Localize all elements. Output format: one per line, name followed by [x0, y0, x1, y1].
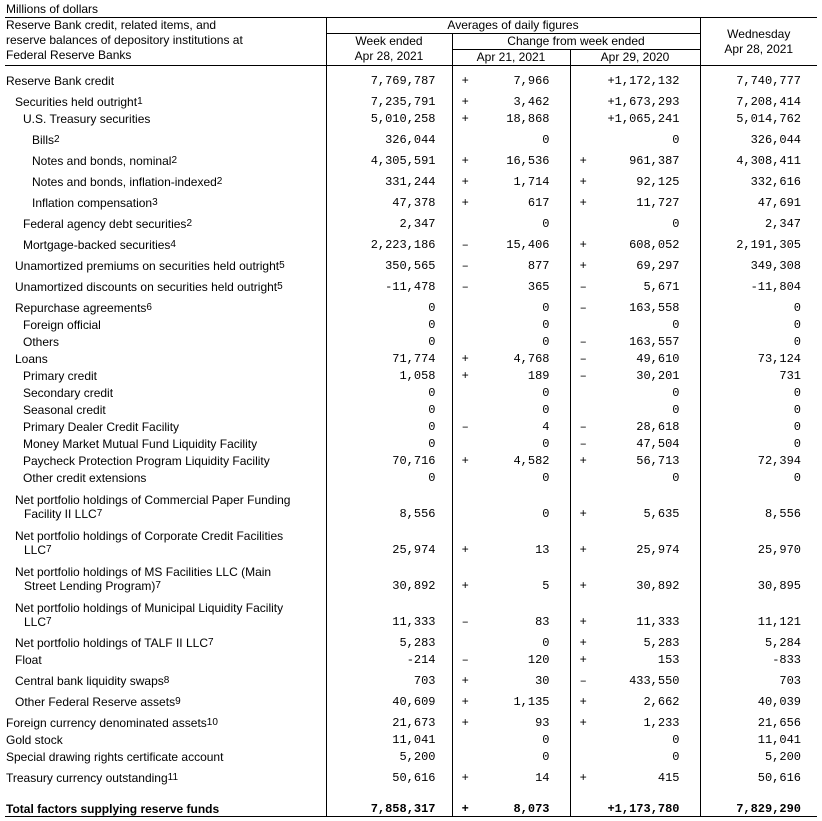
- row-label: Others: [23, 334, 60, 349]
- change-apr29-sign: [570, 730, 596, 747]
- change-apr21-sign: +: [452, 785, 478, 817]
- row-label: Seasonal credit: [23, 402, 106, 417]
- change-col-apr21-header: Apr 21, 2021: [452, 50, 570, 66]
- change-col-apr29-header: Apr 29, 2020: [570, 50, 700, 66]
- wednesday-value: 73,124: [700, 349, 817, 366]
- wednesday-value: 40,039: [700, 688, 817, 709]
- table-row: [5, 747, 817, 764]
- row-label: Net portfolio holdings of TALF II LLC$^7$: [15, 635, 214, 650]
- change-apr29-sign: +: [570, 231, 596, 252]
- change-apr29-value: 2,662: [643, 694, 680, 709]
- change-apr29-sign: [570, 468, 596, 485]
- row-label: Gold stock: [6, 732, 63, 747]
- row-label: Money Market Mutual Fund Liquidity Facility: [23, 436, 258, 451]
- change-apr29-sign: [570, 66, 596, 88]
- row-label: Foreign currency denominated assets$^{10}$: [6, 715, 218, 730]
- change-apr21-value: 0: [542, 334, 550, 349]
- table-row: [5, 688, 817, 709]
- row-label: Mortgage-backed securities$^4$: [23, 237, 176, 252]
- week-ended-value: 703: [326, 667, 452, 688]
- wednesday-value: 5,284: [700, 629, 817, 650]
- table-row: [5, 383, 817, 400]
- change-apr21-value: 93: [535, 715, 550, 730]
- change-apr29-sign: [570, 383, 596, 400]
- table-row: [5, 468, 817, 485]
- row-label: U.S. Treasury securities: [23, 111, 151, 126]
- wednesday-value: -833: [700, 650, 817, 667]
- change-apr21-sign: +: [452, 667, 478, 688]
- change-apr21-value: 617: [527, 195, 550, 210]
- change-apr21-value: 120: [527, 652, 550, 667]
- week-ended-value: 40,609: [326, 688, 452, 709]
- change-apr21-value: 13: [535, 542, 550, 557]
- change-apr21-sign: +: [452, 189, 478, 210]
- week-ended-value: 11,041: [326, 730, 452, 747]
- table-row: [5, 109, 817, 126]
- change-apr29-value: 433,550: [629, 673, 680, 688]
- change-apr29-value: 0: [672, 317, 680, 332]
- change-apr21-sign: +: [452, 709, 478, 730]
- week-ended-value: 0: [326, 383, 452, 400]
- change-apr21-value: 0: [542, 732, 550, 747]
- wednesday-value: 0: [700, 417, 817, 434]
- table-row: [5, 349, 817, 366]
- row-label: Other credit extensions: [23, 470, 147, 485]
- row-label: Paycheck Protection Program Liquidity Facility: [23, 453, 270, 468]
- change-apr29-value: 47,504: [636, 436, 680, 451]
- change-apr29-value: 163,557: [629, 334, 680, 349]
- change-apr29-sign: +: [570, 764, 596, 785]
- row-label: Net portfolio holdings of Corporate Credit Facilities LLC$^7$: [15, 528, 284, 557]
- change-apr29-value: 5,635: [643, 506, 680, 521]
- wednesday-value: 72,394: [700, 451, 817, 468]
- row-label: Primary Dealer Credit Facility: [23, 419, 180, 434]
- change-apr29-sign: +: [570, 629, 596, 650]
- table-row: [5, 332, 817, 349]
- wednesday-value: 25,970: [700, 521, 817, 557]
- change-apr21-value: 4,582: [513, 453, 550, 468]
- change-apr21-sign: [452, 747, 478, 764]
- week-ended-value: 0: [326, 417, 452, 434]
- change-apr29-sign: –: [570, 332, 596, 349]
- change-apr21-sign: +: [452, 88, 478, 109]
- week-ended-value: 5,200: [326, 747, 452, 764]
- wednesday-value: 7,829,290: [700, 785, 817, 817]
- week-ended-value: 47,378: [326, 189, 452, 210]
- change-apr21-sign: +: [452, 349, 478, 366]
- change-apr29-sign: +: [570, 688, 596, 709]
- week-ended-value: 326,044: [326, 126, 452, 147]
- change-apr21-value: 14: [535, 770, 550, 785]
- change-apr21-sign: +: [452, 451, 478, 468]
- wednesday-value: 21,656: [700, 709, 817, 730]
- change-apr29-sign: –: [570, 366, 596, 383]
- row-label: Unamortized premiums on securities held outright$^5$: [15, 258, 285, 273]
- change-apr29-sign: [570, 785, 596, 817]
- change-header: Change from week ended: [452, 34, 700, 50]
- row-label: Notes and bonds, nominal$^2$: [32, 153, 177, 168]
- change-apr21-sign: [452, 629, 478, 650]
- change-apr29-value: 11,333: [636, 614, 680, 629]
- change-apr21-sign: +: [452, 168, 478, 189]
- change-apr29-sign: [570, 109, 596, 126]
- change-apr29-value: 0: [672, 732, 680, 747]
- change-apr29-value: +1,065,241: [607, 111, 680, 126]
- change-apr29-sign: –: [570, 667, 596, 688]
- change-apr29-value: 0: [672, 470, 680, 485]
- week-ended-value: 4,305,591: [326, 147, 452, 168]
- row-label: Loans: [15, 351, 48, 366]
- wednesday-value: 0: [700, 315, 817, 332]
- change-apr29-value: 28,618: [636, 419, 680, 434]
- change-apr21-value: 0: [542, 132, 550, 147]
- wednesday-header: Wednesday Apr 28, 2021: [700, 18, 817, 66]
- table-row: [5, 650, 817, 667]
- table-row: [5, 231, 817, 252]
- table-row: [5, 273, 817, 294]
- wednesday-value: 326,044: [700, 126, 817, 147]
- week-ended-value: -214: [326, 650, 452, 667]
- wednesday-value: 0: [700, 434, 817, 451]
- change-apr29-value: 0: [672, 132, 680, 147]
- change-apr21-sign: [452, 434, 478, 451]
- change-apr21-value: 0: [542, 402, 550, 417]
- change-apr21-sign: +: [452, 66, 478, 88]
- wednesday-value: 5,200: [700, 747, 817, 764]
- row-label: Securities held outright$^1$: [15, 94, 143, 109]
- wednesday-value: 8,556: [700, 485, 817, 521]
- change-apr21-sign: –: [452, 593, 478, 629]
- wednesday-value: 11,041: [700, 730, 817, 747]
- change-apr29-value: 0: [672, 749, 680, 764]
- week-ended-value: 8,556: [326, 485, 452, 521]
- change-apr29-value: +1,173,780: [596, 785, 700, 817]
- change-apr29-sign: –: [570, 434, 596, 451]
- table-row: [5, 417, 817, 434]
- table-row: [5, 521, 817, 557]
- change-apr21-value: 4: [542, 419, 550, 434]
- change-apr21-value: 83: [535, 614, 550, 629]
- table-row: [5, 189, 817, 210]
- change-apr21-sign: +: [452, 521, 478, 557]
- change-apr21-sign: [452, 383, 478, 400]
- table-row: [5, 629, 817, 650]
- wednesday-value: 0: [700, 468, 817, 485]
- change-apr29-sign: +: [570, 451, 596, 468]
- change-apr21-value: 3,462: [513, 94, 550, 109]
- change-apr29-value: 92,125: [636, 174, 680, 189]
- week-ended-value: 0: [326, 332, 452, 349]
- change-apr29-sign: [570, 88, 596, 109]
- change-apr21-sign: –: [452, 417, 478, 434]
- row-label: Special drawing rights certificate account: [6, 749, 224, 764]
- row-label: Reserve Bank credit: [5, 66, 326, 88]
- table-row: [5, 147, 817, 168]
- change-apr21-value: 8,073: [478, 785, 570, 817]
- wednesday-value: 0: [700, 294, 817, 315]
- wednesday-value: 30,895: [700, 557, 817, 593]
- week-ended-value: 0: [326, 400, 452, 417]
- table-row: [5, 66, 817, 88]
- wednesday-value: 731: [700, 366, 817, 383]
- change-apr29-sign: +: [570, 650, 596, 667]
- wednesday-value: 0: [700, 332, 817, 349]
- week-ended-value: 50,616: [326, 764, 452, 785]
- table-row: [5, 252, 817, 273]
- change-apr29-value: 69,297: [636, 258, 680, 273]
- row-label: Total factors supplying reserve funds: [5, 785, 326, 817]
- change-apr21-sign: –: [452, 650, 478, 667]
- change-apr29-sign: [570, 400, 596, 417]
- change-apr21-value: 30: [535, 673, 550, 688]
- table-row: [5, 451, 817, 468]
- change-apr29-sign: –: [570, 273, 596, 294]
- change-apr21-value: 189: [527, 368, 550, 383]
- change-apr21-sign: [452, 468, 478, 485]
- change-apr21-value: 7,966: [478, 66, 570, 88]
- table-row: [5, 126, 817, 147]
- change-apr29-sign: +: [570, 593, 596, 629]
- week-ended-value: 331,244: [326, 168, 452, 189]
- change-apr21-value: 0: [542, 216, 550, 231]
- row-label: Float: [15, 652, 42, 667]
- change-apr21-value: 0: [542, 635, 550, 650]
- change-apr21-sign: +: [452, 147, 478, 168]
- table-row: [5, 210, 817, 231]
- change-apr29-value: 11,727: [636, 195, 680, 210]
- wednesday-value: 349,308: [700, 252, 817, 273]
- week-ended-value: 0: [326, 434, 452, 451]
- change-apr29-sign: +: [570, 252, 596, 273]
- week-ended-value: 1,058: [326, 366, 452, 383]
- week-ended-value: 0: [326, 294, 452, 315]
- change-apr29-sign: [570, 126, 596, 147]
- change-apr21-value: 0: [542, 436, 550, 451]
- week-ended-value: 5,283: [326, 629, 452, 650]
- table-row: [5, 557, 817, 593]
- change-apr21-value: 4,768: [513, 351, 550, 366]
- week-ended-value: 25,974: [326, 521, 452, 557]
- week-ended-value: 21,673: [326, 709, 452, 730]
- row-label: Treasury currency outstanding$^{11}$: [6, 770, 179, 785]
- change-apr29-value: 5,671: [643, 279, 680, 294]
- row-label: Inflation compensation$^3$: [32, 195, 158, 210]
- row-label: Net portfolio holdings of Commercial Paper Funding Facility II LLC$^7$: [15, 492, 291, 521]
- week-ended-value: 7,858,317: [326, 785, 452, 817]
- table-row: [5, 593, 817, 629]
- week-ended-value: 70,716: [326, 451, 452, 468]
- table-row: [5, 294, 817, 315]
- change-apr29-value: 163,558: [629, 300, 680, 315]
- change-apr21-value: 877: [527, 258, 550, 273]
- week-ended-value: 0: [326, 315, 452, 332]
- change-apr29-value: 0: [672, 385, 680, 400]
- week-ended-value: 0: [326, 468, 452, 485]
- row-label: Unamortized discounts on securities held outright$^5$: [15, 279, 283, 294]
- table-row: [5, 709, 817, 730]
- change-apr21-value: 15,406: [506, 237, 550, 252]
- table-row: [5, 88, 817, 109]
- wednesday-value: 2,191,305: [700, 231, 817, 252]
- change-apr29-sign: +: [570, 189, 596, 210]
- change-apr21-value: 0: [542, 506, 550, 521]
- change-apr29-sign: +: [570, 168, 596, 189]
- row-label: Repurchase agreements$^6$: [15, 300, 152, 315]
- table-row: [5, 667, 817, 688]
- row-label: Bills$^2$: [32, 132, 60, 147]
- wednesday-value: 2,347: [700, 210, 817, 231]
- change-apr21-value: 365: [527, 279, 550, 294]
- change-apr21-sign: [452, 315, 478, 332]
- change-apr21-value: 0: [542, 385, 550, 400]
- change-apr21-sign: +: [452, 366, 478, 383]
- row-label: Primary credit: [23, 368, 98, 383]
- change-apr29-value: 608,052: [629, 237, 680, 252]
- table-row: [5, 764, 817, 785]
- change-apr21-value: 16,536: [506, 153, 550, 168]
- table-row: [5, 485, 817, 521]
- week-ended-value: 5,010,258: [326, 109, 452, 126]
- row-label: Notes and bonds, inflation-indexed$^2$: [32, 174, 223, 189]
- row-label: Net portfolio holdings of Municipal Liquidity Facility LLC$^7$: [15, 600, 284, 629]
- wednesday-value: 0: [700, 400, 817, 417]
- change-apr21-sign: [452, 294, 478, 315]
- change-apr21-value: 1,714: [513, 174, 550, 189]
- averages-header: Averages of daily figures: [326, 18, 700, 34]
- wednesday-value: 332,616: [700, 168, 817, 189]
- change-apr29-sign: +: [570, 521, 596, 557]
- change-apr29-sign: +: [570, 485, 596, 521]
- change-apr29-sign: –: [570, 417, 596, 434]
- week-ended-value: 2,347: [326, 210, 452, 231]
- change-apr21-sign: +: [452, 764, 478, 785]
- change-apr29-value: 1,233: [643, 715, 680, 730]
- change-apr21-value: 0: [542, 749, 550, 764]
- table-row: [5, 168, 817, 189]
- change-apr29-value: 0: [672, 216, 680, 231]
- change-apr29-value: +1,673,293: [607, 94, 680, 109]
- change-apr29-value: 0: [672, 402, 680, 417]
- row-header-label: Reserve Bank credit, related items, and reserve balances of depository institutions at Federal Reserve Banks: [5, 18, 326, 66]
- change-apr29-value: 415: [657, 770, 680, 785]
- change-apr21-sign: [452, 126, 478, 147]
- units-label: Millions of dollars: [6, 2, 99, 16]
- table-row: [5, 315, 817, 332]
- table-row: [5, 434, 817, 451]
- row-label: Central bank liquidity swaps$^8$: [15, 673, 170, 688]
- wednesday-value: 5,014,762: [700, 109, 817, 126]
- change-apr21-sign: +: [452, 109, 478, 126]
- change-apr21-value: 1,135: [513, 694, 550, 709]
- change-apr21-value: 5: [542, 578, 550, 593]
- change-apr29-sign: +: [570, 709, 596, 730]
- change-apr21-value: 0: [542, 317, 550, 332]
- change-apr29-value: +1,172,132: [596, 66, 700, 88]
- wednesday-value: 11,121: [700, 593, 817, 629]
- change-apr29-sign: [570, 210, 596, 231]
- week-ended-header: Week ended Apr 28, 2021: [326, 34, 452, 66]
- change-apr21-sign: –: [452, 252, 478, 273]
- change-apr29-value: 30,201: [636, 368, 680, 383]
- change-apr29-sign: +: [570, 147, 596, 168]
- table-row: [5, 785, 817, 817]
- table-row: [5, 366, 817, 383]
- week-ended-value: 7,769,787: [326, 66, 452, 88]
- change-apr29-sign: [570, 315, 596, 332]
- change-apr21-sign: [452, 730, 478, 747]
- row-label: Net portfolio holdings of MS Facilities LLC (Main Street Lending Program)$^7$: [15, 564, 272, 593]
- change-apr21-sign: +: [452, 688, 478, 709]
- change-apr21-sign: [452, 210, 478, 231]
- change-apr21-sign: –: [452, 231, 478, 252]
- row-label: Secondary credit: [23, 385, 114, 400]
- wednesday-value: 7,740,777: [700, 66, 817, 88]
- week-ended-value: 350,565: [326, 252, 452, 273]
- change-apr29-value: 153: [657, 652, 680, 667]
- change-apr29-sign: –: [570, 294, 596, 315]
- row-label: Other Federal Reserve assets$^9$: [15, 694, 181, 709]
- change-apr21-value: 0: [542, 300, 550, 315]
- wednesday-value: 703: [700, 667, 817, 688]
- wednesday-value: 47,691: [700, 189, 817, 210]
- change-apr29-value: 961,387: [629, 153, 680, 168]
- change-apr29-sign: +: [570, 557, 596, 593]
- change-apr21-sign: +: [452, 557, 478, 593]
- factors-table: [5, 17, 817, 817]
- change-apr21-value: 0: [542, 470, 550, 485]
- change-apr29-value: 30,892: [636, 578, 680, 593]
- wednesday-value: 4,308,411: [700, 147, 817, 168]
- wednesday-value: 50,616: [700, 764, 817, 785]
- wednesday-value: -11,804: [700, 273, 817, 294]
- week-ended-value: 11,333: [326, 593, 452, 629]
- week-ended-value: 71,774: [326, 349, 452, 366]
- change-apr29-value: 56,713: [636, 453, 680, 468]
- wednesday-value: 7,208,414: [700, 88, 817, 109]
- change-apr29-sign: [570, 747, 596, 764]
- week-ended-value: -11,478: [326, 273, 452, 294]
- wednesday-value: 0: [700, 383, 817, 400]
- change-apr21-sign: [452, 332, 478, 349]
- change-apr29-value: 25,974: [636, 542, 680, 557]
- table-row: [5, 730, 817, 747]
- week-ended-value: 2,223,186: [326, 231, 452, 252]
- change-apr29-value: 49,610: [636, 351, 680, 366]
- change-apr21-value: 18,868: [506, 111, 550, 126]
- week-ended-value: 7,235,791: [326, 88, 452, 109]
- row-label: Foreign official: [23, 317, 101, 332]
- change-apr21-sign: [452, 485, 478, 521]
- change-apr29-sign: –: [570, 349, 596, 366]
- week-ended-value: 30,892: [326, 557, 452, 593]
- change-apr29-value: 5,283: [643, 635, 680, 650]
- table-row: [5, 400, 817, 417]
- change-apr21-sign: [452, 400, 478, 417]
- change-apr21-sign: –: [452, 273, 478, 294]
- row-label: Federal agency debt securities$^2$: [23, 216, 192, 231]
